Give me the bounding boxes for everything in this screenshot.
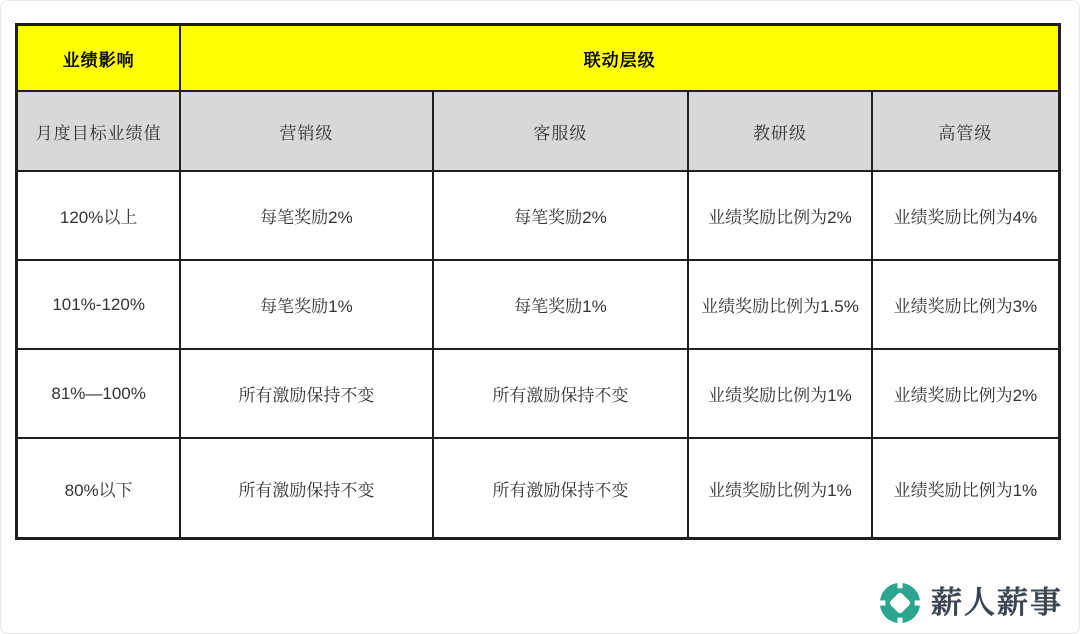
table-cell: 业绩奖励比例为1% [688, 438, 872, 539]
table-cell: 业绩奖励比例为2% [872, 349, 1060, 438]
table-cell: 业绩奖励比例为3% [872, 260, 1060, 349]
table-cell: 业绩奖励比例为1% [872, 438, 1060, 539]
table-cell: 每笔奖励1% [433, 260, 689, 349]
subheader-executive-level: 高管级 [872, 91, 1060, 171]
row-label: 101%-120% [17, 260, 181, 349]
row-label: 120%以上 [17, 171, 181, 260]
table-cell: 业绩奖励比例为2% [688, 171, 872, 260]
header-row-1 [17, 25, 1060, 92]
table-cell: 业绩奖励比例为4% [872, 171, 1060, 260]
subheader-research-level: 教研级 [688, 91, 872, 171]
brand-logo [878, 581, 1063, 625]
coin-icon [878, 581, 922, 625]
row-label: 80%以下 [17, 438, 181, 539]
table-cell: 业绩奖励比例为1% [688, 349, 872, 438]
table-cell: 所有激励保持不变 [180, 349, 432, 438]
table-cell: 所有激励保持不变 [433, 349, 689, 438]
table-cell: 所有激励保持不变 [180, 438, 432, 539]
table-cell: 每笔奖励2% [180, 171, 432, 260]
subheader-monthly-target: 月度目标业绩值 [17, 91, 181, 171]
subheader-customer-service-level: 客服级 [433, 91, 689, 171]
subheader-marketing-level: 营销级 [180, 91, 432, 171]
table-cell: 每笔奖励2% [433, 171, 689, 260]
table-row [17, 171, 1060, 260]
header-performance-impact: 业绩影响 [17, 25, 181, 92]
table-cell: 所有激励保持不变 [433, 438, 689, 539]
table-row [17, 260, 1060, 349]
table-cell: 业绩奖励比例为1.5% [688, 260, 872, 349]
header-linkage-level: 联动层级 [180, 25, 1059, 92]
table-row [17, 438, 1060, 539]
header-row-2 [17, 91, 1060, 171]
brand-name: 薪人薪事 [931, 585, 1063, 620]
table-cell: 每笔奖励1% [180, 260, 432, 349]
row-label: 81%—100% [17, 349, 181, 438]
incentive-table [15, 23, 1061, 540]
table-row [17, 349, 1060, 438]
